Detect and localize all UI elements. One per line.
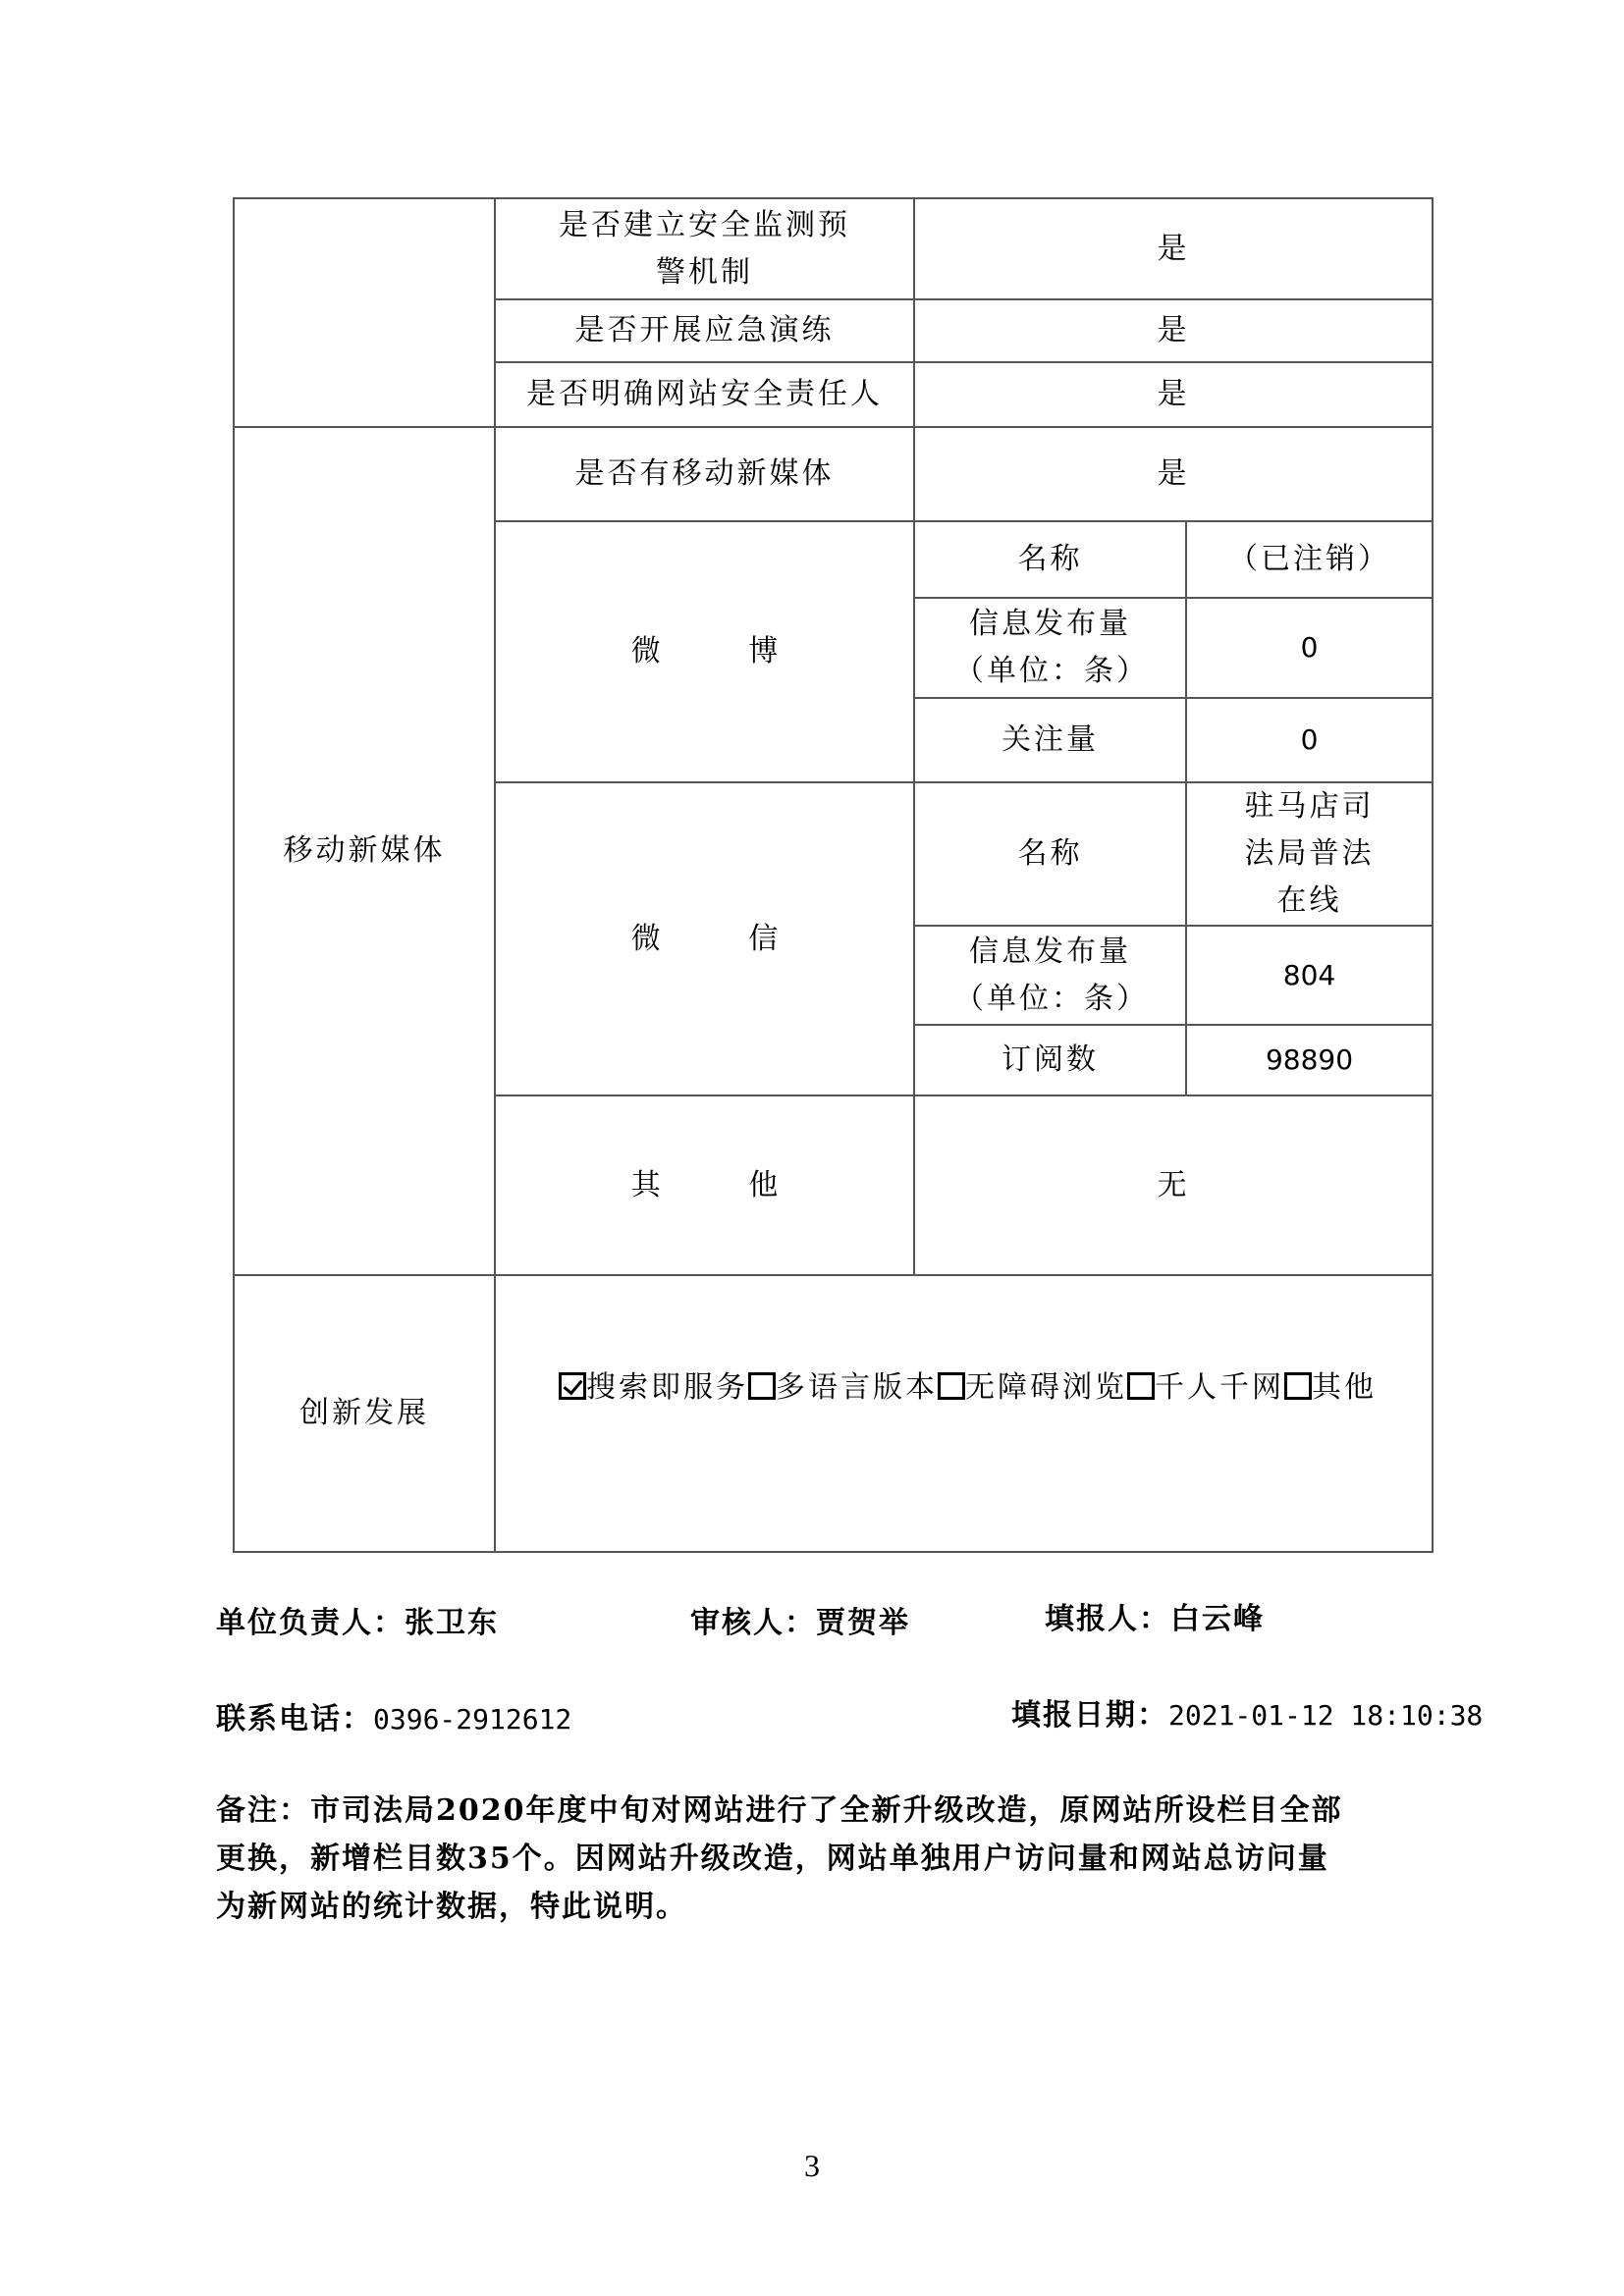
filler <box>1045 1594 1265 1637</box>
date-value: 2021-01-12 18:10:38 <box>1168 1699 1484 1732</box>
other-label: 其 他 <box>495 1095 914 1275</box>
weibo-followers-label: 关注量 <box>914 698 1186 782</box>
report-table <box>233 197 1434 1553</box>
checkbox-icon[interactable] <box>1127 1372 1155 1400</box>
has-media-value: 是 <box>914 427 1433 521</box>
checkbox-icon[interactable] <box>938 1372 965 1400</box>
responsible-label: 是否明确网站安全责任人 <box>495 362 914 427</box>
wechat-name-label: 名称 <box>914 782 1186 926</box>
phone-label: 联系电话： <box>216 1702 373 1736</box>
option-accessibility[interactable]: 无障碍浏览 <box>938 1370 1127 1405</box>
responsible-value: 是 <box>914 362 1433 427</box>
filler-value: 白云峰 <box>1170 1602 1265 1636</box>
wechat-name-value: 驻马店司法局普法在线 <box>1186 782 1433 926</box>
filler-label: 填报人： <box>1045 1602 1170 1636</box>
security-section-cell <box>234 198 495 427</box>
remark-line: 备注：市司法局2020年度中旬对网站进行了全新升级改造，原网站所设栏目全部 <box>216 1793 1343 1828</box>
drill-label: 是否开展应急演练 <box>495 299 914 362</box>
wechat-label: 微 信 <box>495 782 914 1095</box>
reviewer-value: 贾贺举 <box>816 1606 910 1640</box>
page-number: 3 <box>804 2148 820 2183</box>
innovation-options <box>495 1275 1433 1552</box>
date-label: 填报日期： <box>1011 1698 1168 1733</box>
remark-note <box>216 1787 1394 1931</box>
wechat-posts-label: 信息发布量（单位：条） <box>914 926 1186 1025</box>
option-multilingual[interactable]: 多语言版本 <box>748 1370 938 1405</box>
option-other[interactable]: 其他 <box>1284 1370 1377 1405</box>
fill-date <box>1011 1690 1483 1734</box>
reviewer-label: 审核人： <box>690 1606 816 1640</box>
monitoring-value: 是 <box>914 198 1433 299</box>
checkbox-icon[interactable] <box>748 1372 776 1400</box>
wechat-posts-value: 804 <box>1186 926 1433 1025</box>
option-search-service[interactable]: 搜索即服务 <box>559 1370 748 1405</box>
weibo-followers-value: 0 <box>1186 698 1433 782</box>
weibo-posts-value: 0 <box>1186 598 1433 698</box>
reviewer <box>690 1598 910 1641</box>
unit-head <box>216 1598 499 1641</box>
mobile-media-section-label: 移动新媒体 <box>234 427 495 1275</box>
checkbox-checked-icon[interactable] <box>559 1372 586 1400</box>
option-personalized[interactable]: 千人千网 <box>1127 1370 1284 1405</box>
weibo-label: 微 博 <box>495 521 914 782</box>
other-value: 无 <box>914 1095 1433 1275</box>
weibo-name-label: 名称 <box>914 521 1186 598</box>
weibo-posts-label: 信息发布量（单位：条） <box>914 598 1186 698</box>
phone-value: 0396-2912612 <box>373 1703 572 1735</box>
wechat-subscribers-label: 订阅数 <box>914 1025 1186 1095</box>
unit-head-value: 张卫东 <box>405 1606 499 1640</box>
unit-head-label: 单位负责人： <box>216 1606 405 1640</box>
has-media-label: 是否有移动新媒体 <box>495 427 914 521</box>
wechat-subscribers-value: 98890 <box>1186 1025 1433 1095</box>
remark-line: 更换，新增栏目数35个。因网站升级改造，网站单独用户访问量和网站总访问量 <box>216 1842 1329 1876</box>
innovation-section-label: 创新发展 <box>234 1275 495 1552</box>
checkbox-icon[interactable] <box>1284 1372 1312 1400</box>
remark-line: 为新网站的统计数据，特此说明。 <box>216 1890 687 1924</box>
monitoring-label: 是否建立安全监测预警机制 <box>495 198 914 299</box>
weibo-name-value: （已注销） <box>1186 521 1433 598</box>
phone <box>216 1694 571 1737</box>
drill-value: 是 <box>914 299 1433 362</box>
